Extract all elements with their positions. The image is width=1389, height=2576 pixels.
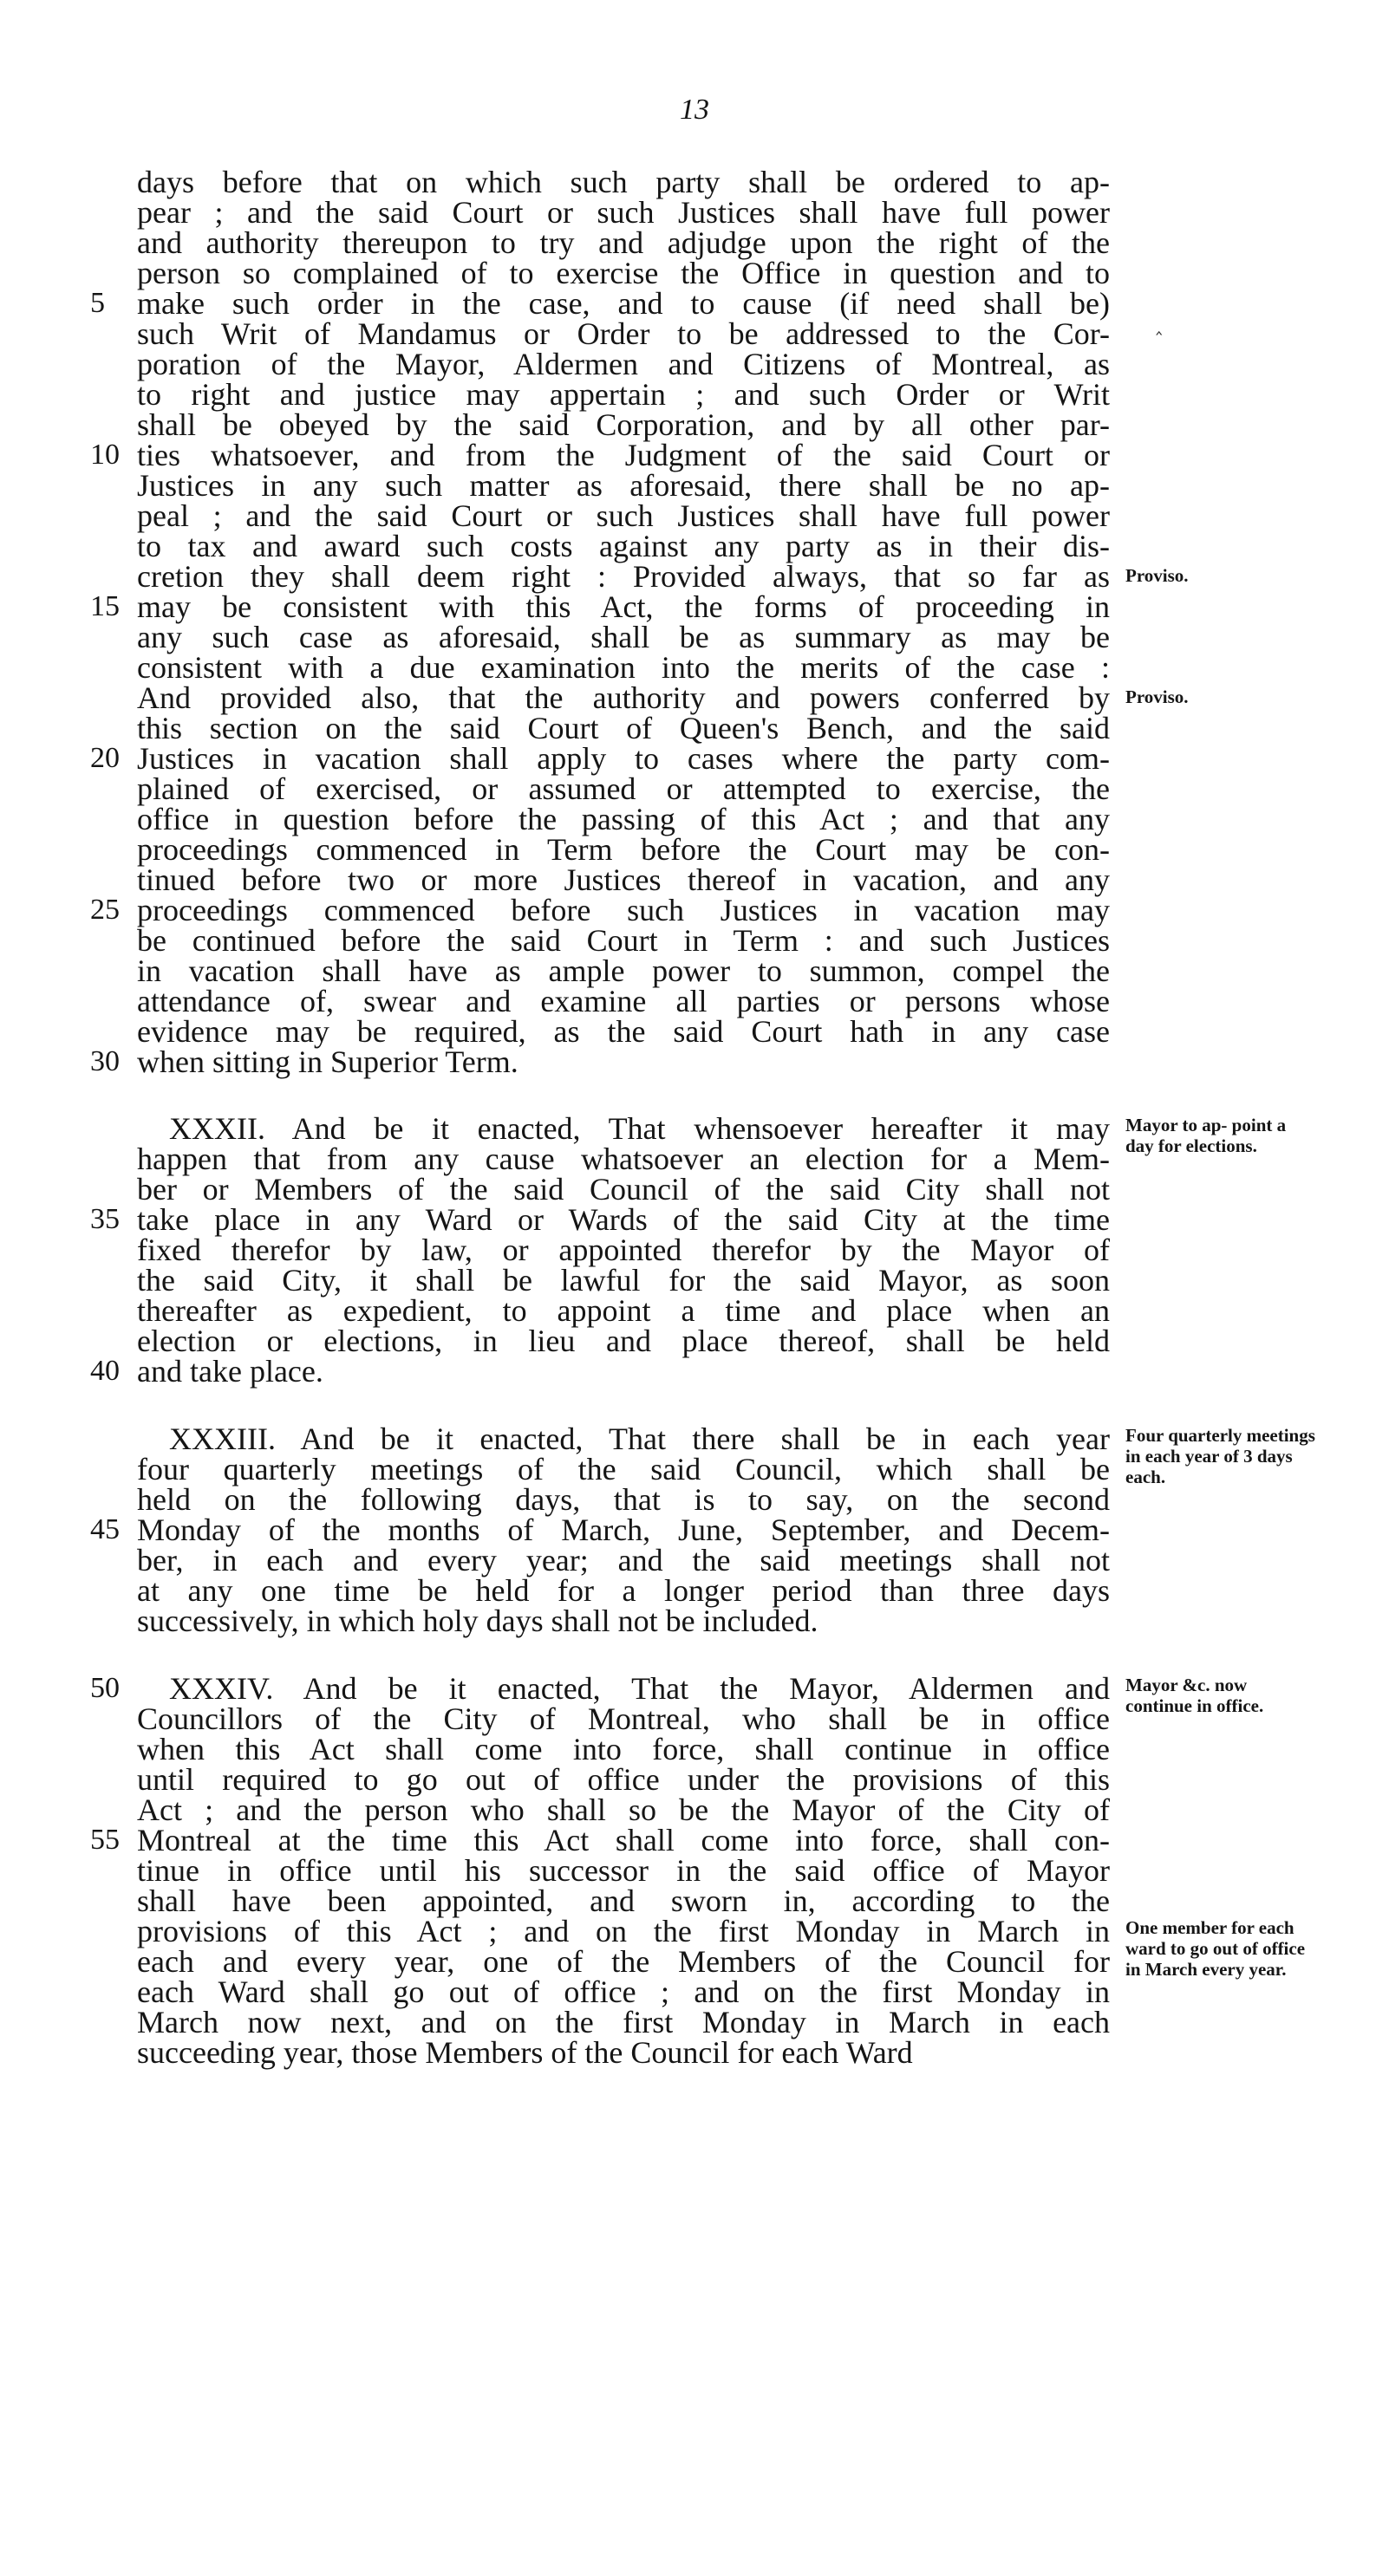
text-line: tinued before two or more Justices thereof in vacation, and any bbox=[137, 862, 1110, 897]
section-heading-line: XXXIII. And be it enacted, That there shall be in each year bbox=[169, 1421, 1110, 1456]
text-line: in vacation shall have as ample power to summon, compel the bbox=[137, 953, 1110, 988]
text-line: successively, in which holy days shall not be included. bbox=[137, 1603, 818, 1638]
line-number: 50 bbox=[90, 1672, 120, 1704]
text-line: this section on the said Court of Queen's Bench, and the said bbox=[137, 711, 1110, 745]
text-line: proceedings commenced before such Justices in vacation may bbox=[137, 893, 1110, 927]
text-line: Justices in vacation shall apply to cases where the party com- bbox=[137, 741, 1110, 776]
line-number: 15 bbox=[90, 590, 120, 622]
margin-note: Four quarterly meetings in each year of 3 days each. bbox=[1125, 1425, 1315, 1487]
text-line: held on the following days, that is to say, on the second bbox=[137, 1482, 1110, 1517]
text-line: poration of the Mayor, Aldermen and Citizens of Montreal, as bbox=[137, 347, 1110, 381]
text-line: Montreal at the time this Act shall come into force, shall con- bbox=[137, 1823, 1110, 1857]
line-number: 30 bbox=[90, 1045, 120, 1077]
text-line: Monday of the months of March, June, September, and Decem- bbox=[137, 1512, 1110, 1547]
margin-mark: ‸ bbox=[1156, 314, 1163, 335]
text-line: tinue in office until his successor in the said office of Mayor bbox=[137, 1853, 1110, 1888]
text-line: ber or Members of the said Council of the said City shall not bbox=[137, 1172, 1110, 1207]
text-line: election or elections, in lieu and place thereof, shall be held bbox=[137, 1324, 1110, 1358]
text-line: each Ward shall go out of office ; and on the first Monday in bbox=[137, 1974, 1110, 2009]
text-line: four quarterly meetings of the said Council, which shall be bbox=[137, 1452, 1110, 1486]
text-line: peal ; and the said Court or such Justices shall have full power bbox=[137, 498, 1110, 533]
margin-note: Mayor to ap- point a day for elections. bbox=[1125, 1115, 1287, 1156]
text-line: such Writ of Mandamus or Order to be addressed to the Cor- bbox=[137, 316, 1110, 351]
text-line: March now next, and on the first Monday in March in each bbox=[137, 2005, 1110, 2039]
text-line: happen that from any cause whatsoever an election for a Mem- bbox=[137, 1142, 1110, 1176]
text-line: to tax and award such costs against any party as in their dis- bbox=[137, 529, 1110, 563]
text-line: each and every year, one of the Members of the Council for bbox=[137, 1944, 1110, 1979]
line-number: 40 bbox=[90, 1355, 120, 1387]
text-line: take place in any Ward or Wards of the said City at the time bbox=[137, 1202, 1110, 1237]
text-line: and authority thereupon to try and adjudge upon the right of the bbox=[137, 225, 1110, 260]
text-line: thereafter as expedient, to appoint a time and place when an bbox=[137, 1293, 1110, 1328]
section-heading-line: XXXIV. And be it enacted, That the Mayor, Aldermen and bbox=[169, 1671, 1110, 1706]
line-number: 25 bbox=[90, 894, 120, 926]
text-line: days before that on which such party shall be ordered to ap- bbox=[137, 165, 1110, 199]
line-number: 5 bbox=[90, 287, 105, 319]
margin-note: Proviso. bbox=[1125, 686, 1189, 707]
text-line: be continued before the said Court in Term : and such Justices bbox=[137, 923, 1110, 958]
text-line: provisions of this Act ; and on the first Monday in March in bbox=[137, 1914, 1110, 1948]
text-line: to right and justice may appertain ; and such Order or Writ bbox=[137, 377, 1110, 412]
line-number: 55 bbox=[90, 1824, 120, 1856]
page-number: 13 bbox=[680, 94, 709, 126]
line-number: 20 bbox=[90, 742, 120, 774]
text-line: make such order in the case, and to cause (if need shall be) bbox=[137, 286, 1110, 321]
text-line: cretion they shall deem right : Provided always, that so far as bbox=[137, 559, 1110, 594]
text-line: And provided also, that the authority and powers conferred by bbox=[137, 680, 1110, 715]
text-line: until required to go out of office under the provisions of this bbox=[137, 1762, 1110, 1797]
section-heading-line: XXXII. And be it enacted, That whensoever hereafter it may bbox=[169, 1111, 1110, 1146]
text-line: may be consistent with this Act, the forms of proceeding in bbox=[137, 589, 1110, 624]
text-line: attendance of, swear and examine all parties or persons whose bbox=[137, 984, 1110, 1018]
text-line: Justices in any such matter as aforesaid, there shall be no ap- bbox=[137, 468, 1110, 503]
text-line: the said City, it shall be lawful for the said Mayor, as soon bbox=[137, 1263, 1110, 1298]
margin-note: Mayor &c. now continue in office. bbox=[1125, 1675, 1264, 1716]
text-line: evidence may be required, as the said Court hath in any case bbox=[137, 1014, 1110, 1049]
text-line: fixed therefor by law, or appointed therefor by the Mayor of bbox=[137, 1233, 1110, 1267]
text-line: at any one time be held for a longer period than three days bbox=[137, 1573, 1110, 1608]
text-line: consistent with a due examination into the merits of the case : bbox=[137, 650, 1110, 685]
text-line: pear ; and the said Court or such Justices shall have full power bbox=[137, 195, 1110, 230]
text-line: person so complained of to exercise the Office in question and to bbox=[137, 256, 1110, 290]
margin-note: One member for each ward to go out of office in March every year. bbox=[1125, 1917, 1306, 1980]
text-line: shall have been appointed, and sworn in, according to the bbox=[137, 1883, 1110, 1918]
line-number: 35 bbox=[90, 1203, 120, 1235]
text-line: and take place. bbox=[137, 1354, 323, 1389]
text-line: any such case as aforesaid, shall be as summary as may be bbox=[137, 620, 1110, 654]
text-line: office in question before the passing of this Act ; and that any bbox=[137, 802, 1110, 836]
line-number: 10 bbox=[90, 439, 120, 471]
text-line: succeeding year, those Members of the Council for each Ward bbox=[137, 2035, 913, 2070]
text-line: ber, in each and every year; and the said meetings shall not bbox=[137, 1543, 1110, 1577]
text-line: plained of exercised, or assumed or attempted to exercise, the bbox=[137, 771, 1110, 806]
text-line: when sitting in Superior Term. bbox=[137, 1044, 518, 1079]
margin-note: Proviso. bbox=[1125, 565, 1189, 586]
text-line: proceedings commenced in Term before the Court may be con- bbox=[137, 832, 1110, 867]
text-line: Councillors of the City of Montreal, who shall be in office bbox=[137, 1701, 1110, 1736]
line-number: 45 bbox=[90, 1513, 120, 1545]
text-line: shall be obeyed by the said Corporation, and by all other par- bbox=[137, 407, 1110, 442]
text-line: ties whatsoever, and from the Judgment of the said Court or bbox=[137, 438, 1110, 472]
text-line: when this Act shall come into force, shall continue in office bbox=[137, 1732, 1110, 1766]
text-line: Act ; and the person who shall so be the Mayor of the City of bbox=[137, 1792, 1110, 1827]
